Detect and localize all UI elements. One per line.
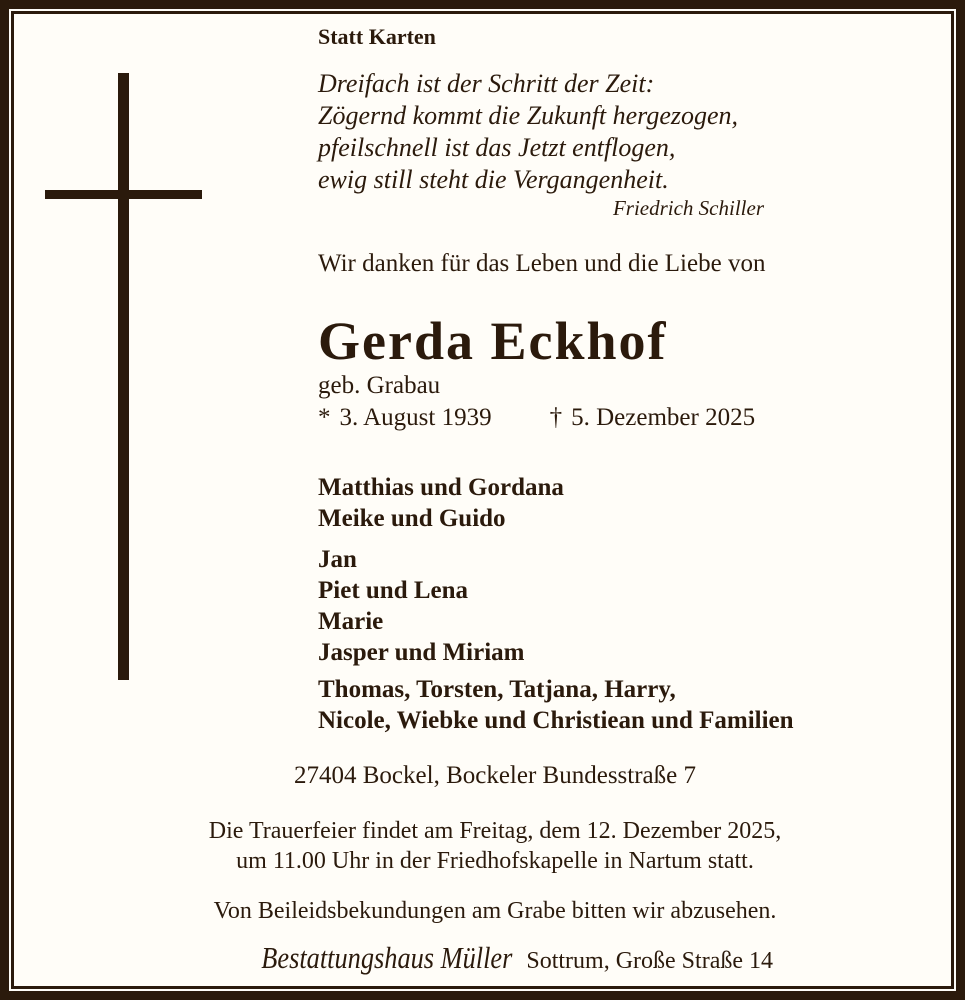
mourners-group-3 — [318, 674, 794, 736]
mourner-line: Matthias und Gordana — [318, 474, 564, 501]
obituary-frame — [11, 11, 954, 989]
mourner-line: Jasper und Miriam — [318, 639, 525, 666]
home-address: 27404 Bockel, Bockeler Bundesstraße 7 — [294, 762, 696, 789]
funeral-home-footer — [39, 940, 951, 976]
mourners-group-1 — [318, 472, 564, 534]
poem-line: pfeilschnell ist das Jetzt entflogen, — [318, 133, 676, 162]
intro-line: Wir danken für das Leben und die Liebe von — [318, 250, 766, 277]
death-date — [550, 404, 755, 431]
poem-line: Zögernd kommt die Zukunft hergezogen, — [318, 101, 739, 130]
death-date-text: 5. Dezember 2025 — [571, 404, 756, 431]
death-dagger-icon: † — [549, 404, 563, 431]
poem-quote — [318, 68, 738, 196]
service-line: Die Trauerfeier findet am Freitag, dem 12. Dezember 2025, — [208, 818, 782, 844]
funeral-home-address: Sottrum, Große Straße 14 — [526, 948, 773, 974]
mourner-line: Jan — [318, 546, 357, 573]
mourner-line: Nicole, Wiebke und Christiean und Familien — [318, 707, 794, 734]
deceased-name: Gerda Eckhof — [318, 311, 668, 371]
latin-cross-icon-bar — [45, 190, 202, 199]
service-line: um 11.00 Uhr in der Friedhofskapelle in Nartum statt. — [236, 848, 754, 874]
funeral-service-info — [39, 816, 951, 876]
birth-date — [318, 404, 492, 431]
birth-date-text: 3. August 1939 — [339, 404, 492, 431]
mourner-line: Piet und Lena — [318, 577, 469, 604]
life-dates — [318, 404, 755, 432]
mourner-line: Thomas, Torsten, Tatjana, Harry, — [318, 676, 676, 703]
condolence-note: Von Beileidsbekundungen am Grabe bitten wir abzusehen. — [213, 898, 777, 924]
poem-line: Dreifach ist der Schritt der Zeit: — [318, 69, 655, 98]
mourner-line: Meike und Guido — [318, 505, 506, 532]
mourners-group-2 — [318, 544, 525, 668]
poem-attribution: Friedrich Schiller — [612, 196, 764, 220]
birth-star-icon: * — [318, 404, 331, 431]
mourner-line: Marie — [318, 608, 384, 635]
statt-karten-header: Statt Karten — [318, 24, 436, 49]
latin-cross-icon — [118, 73, 129, 680]
maiden-name: geb. Grabau — [318, 372, 441, 399]
poem-line: ewig still steht die Vergangenheit. — [318, 165, 669, 194]
funeral-home-name: Bestattungshaus Müller — [261, 940, 513, 975]
